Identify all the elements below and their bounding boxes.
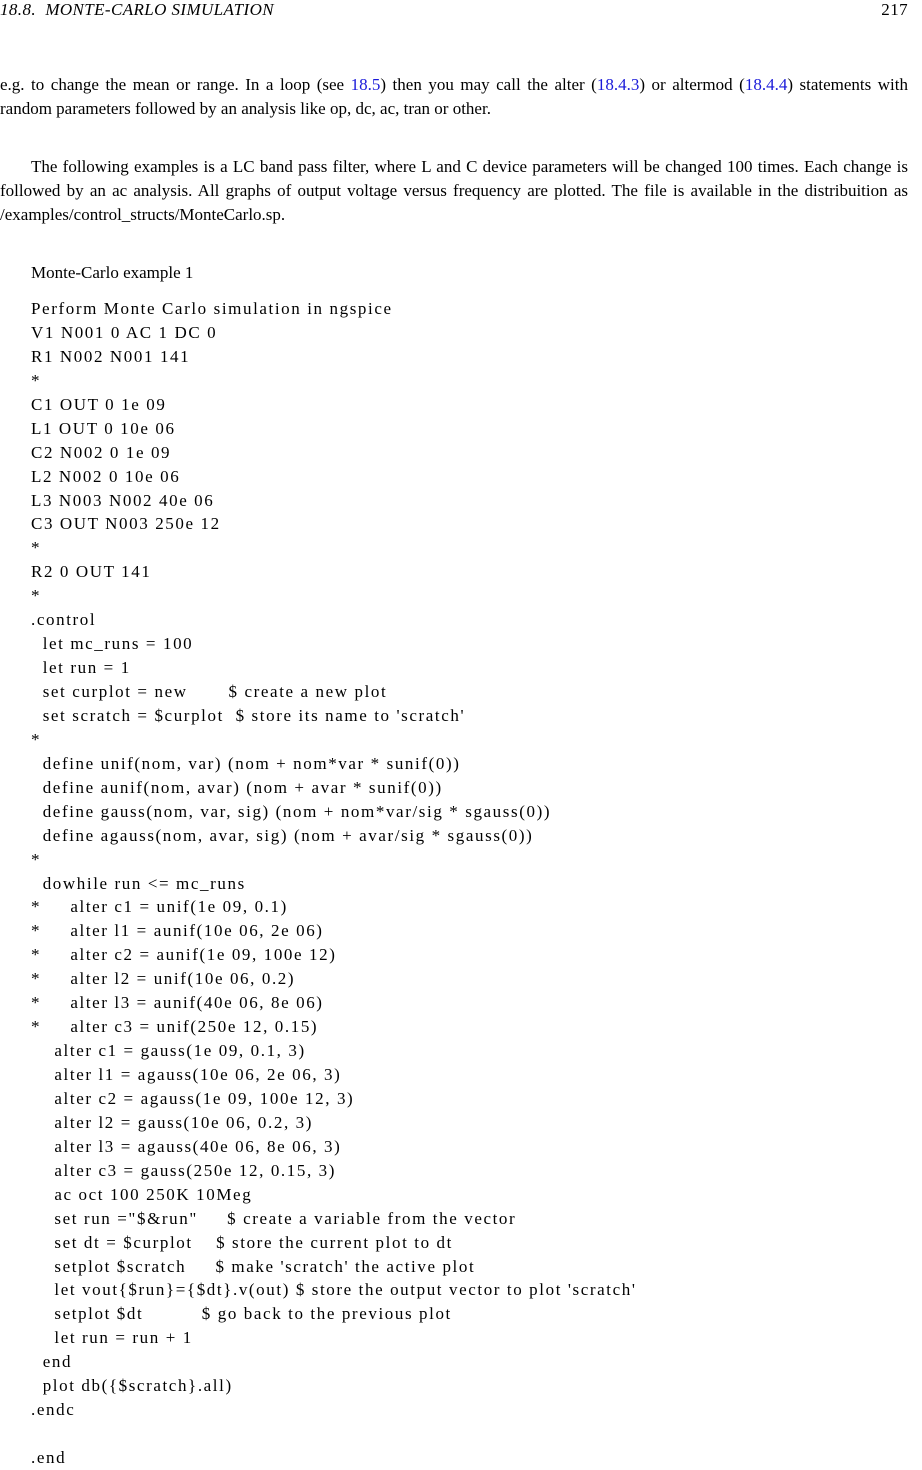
page-number: 217 xyxy=(881,0,908,19)
code-line: alter l3 = agauss(40e 06, 8e 06, 3) xyxy=(31,1136,342,1156)
running-title xyxy=(0,0,274,20)
code-line: C2 N002 0 1e 09 xyxy=(31,442,172,462)
code-line: * alter c2 = aunif(1e 09, 100e 12) xyxy=(31,945,337,965)
code-line: let run = run + 1 xyxy=(31,1328,193,1348)
code-line: .control xyxy=(31,610,97,630)
ref-link-18-4-3[interactable]: 18.4.3 xyxy=(596,75,640,94)
code-line: let mc_runs = 100 xyxy=(31,634,194,654)
paragraph-example-description: The following examples is a LC band pass filter, where L and C device parameters will be changed 100 times. Each change is followed by an ac analysis. All graphs of output voltage versus frequency are plotted. The file is available in the distribuition as /examples/control_structs/MonteCarlo.sp. xyxy=(0,157,908,224)
code-line: L1 OUT 0 10e 06 xyxy=(31,418,176,438)
code-line: set run ="$&run" $ create a variable from the vector xyxy=(31,1208,517,1228)
code-line: let vout{$run}={$dt}.v(out) $ store the output vector to plot 'scratch' xyxy=(31,1280,637,1300)
code-line: * xyxy=(31,538,42,558)
code-line: * xyxy=(31,849,42,869)
code-line: alter l2 = gauss(10e 06, 0.2, 3) xyxy=(31,1112,314,1132)
section-title: MONTE-CARLO SIMULATION xyxy=(45,0,275,19)
listing-title: Monte-Carlo example 1 xyxy=(31,263,194,282)
page-header xyxy=(0,0,908,22)
code-line: R2 0 OUT 141 xyxy=(31,562,152,582)
ref-link-18-4-4[interactable]: 18.4.4 xyxy=(744,75,788,94)
code-line: * alter c3 = unif(250e 12, 0.15) xyxy=(31,1017,319,1037)
code-line: * xyxy=(31,729,42,749)
code-line: * alter l1 = aunif(10e 06, 2e 06) xyxy=(31,921,324,941)
code-line: define unif(nom, var) (nom + nom*var * sunif(0)) xyxy=(31,753,461,773)
code-line: set scratch = $curplot $ store its name to 'scratch' xyxy=(31,705,466,725)
code-line: set curplot = new $ create a new plot xyxy=(31,682,388,701)
section-number: 18.8. xyxy=(0,0,36,19)
paragraph-intro: e.g. to change the mean or range. In a loop (see 18.5) then you may call the alter (18.4.3) or altermod (18.4.4) statements with random parameters followed by an analysis like op, dc, ac, tran or other. xyxy=(0,75,908,118)
code-line: * alter c1 = unif(1e 09, 0.1) xyxy=(31,897,288,917)
code-line: L3 N003 N002 40e 06 xyxy=(31,490,215,510)
code-line: alter l1 = agauss(10e 06, 2e 06, 3) xyxy=(31,1065,342,1084)
code-line: C1 OUT 0 1e 09 xyxy=(31,394,167,414)
code-line: setplot $scratch $ make 'scratch' the active plot xyxy=(31,1256,476,1276)
code-line: * alter l2 = unif(10e 06, 0.2) xyxy=(31,969,296,989)
code-listing xyxy=(31,297,637,1470)
code-line: V1 N001 0 AC 1 DC 0 xyxy=(31,322,218,342)
code-line xyxy=(31,1422,637,1446)
code-line: L2 N002 0 10e 06 xyxy=(31,466,181,486)
code-line: set dt = $curplot $ store the current plot to dt xyxy=(31,1232,453,1252)
code-line: plot db({$scratch}.all) xyxy=(31,1376,233,1396)
code-line: .end xyxy=(31,1448,67,1467)
code-line: .endc xyxy=(31,1400,76,1420)
code-line: Perform Monte Carlo simulation in ngspice xyxy=(31,299,393,318)
code-line: define agauss(nom, avar, sig) (nom + avar/sig * sgauss(0)) xyxy=(31,825,534,845)
code-line: define gauss(nom, var, sig) (nom + nom*var/sig * sgauss(0)) xyxy=(31,801,552,821)
code-line: end xyxy=(31,1352,73,1372)
code-line: define aunif(nom, avar) (nom + avar * sunif(0)) xyxy=(31,777,443,797)
code-line: let run = 1 xyxy=(31,658,131,678)
code-line: alter c1 = gauss(1e 09, 0.1, 3) xyxy=(31,1041,306,1061)
ref-link-18-5[interactable]: 18.5 xyxy=(350,75,381,94)
code-line: R1 N002 N001 141 xyxy=(31,346,191,366)
code-line: alter c3 = gauss(250e 12, 0.15, 3) xyxy=(31,1160,337,1180)
code-line: ac oct 100 250K 10Meg xyxy=(31,1184,253,1204)
code-line: dowhile run <= mc_runs xyxy=(31,873,246,893)
code-line: * alter l3 = aunif(40e 06, 8e 06) xyxy=(31,993,324,1013)
code-line: C3 OUT N003 250e 12 xyxy=(31,514,221,534)
code-line: * xyxy=(31,586,42,606)
code-line: setplot $dt $ go back to the previous plot xyxy=(31,1304,452,1324)
code-line: * xyxy=(31,370,42,390)
code-line: alter c2 = agauss(1e 09, 100e 12, 3) xyxy=(31,1088,355,1108)
